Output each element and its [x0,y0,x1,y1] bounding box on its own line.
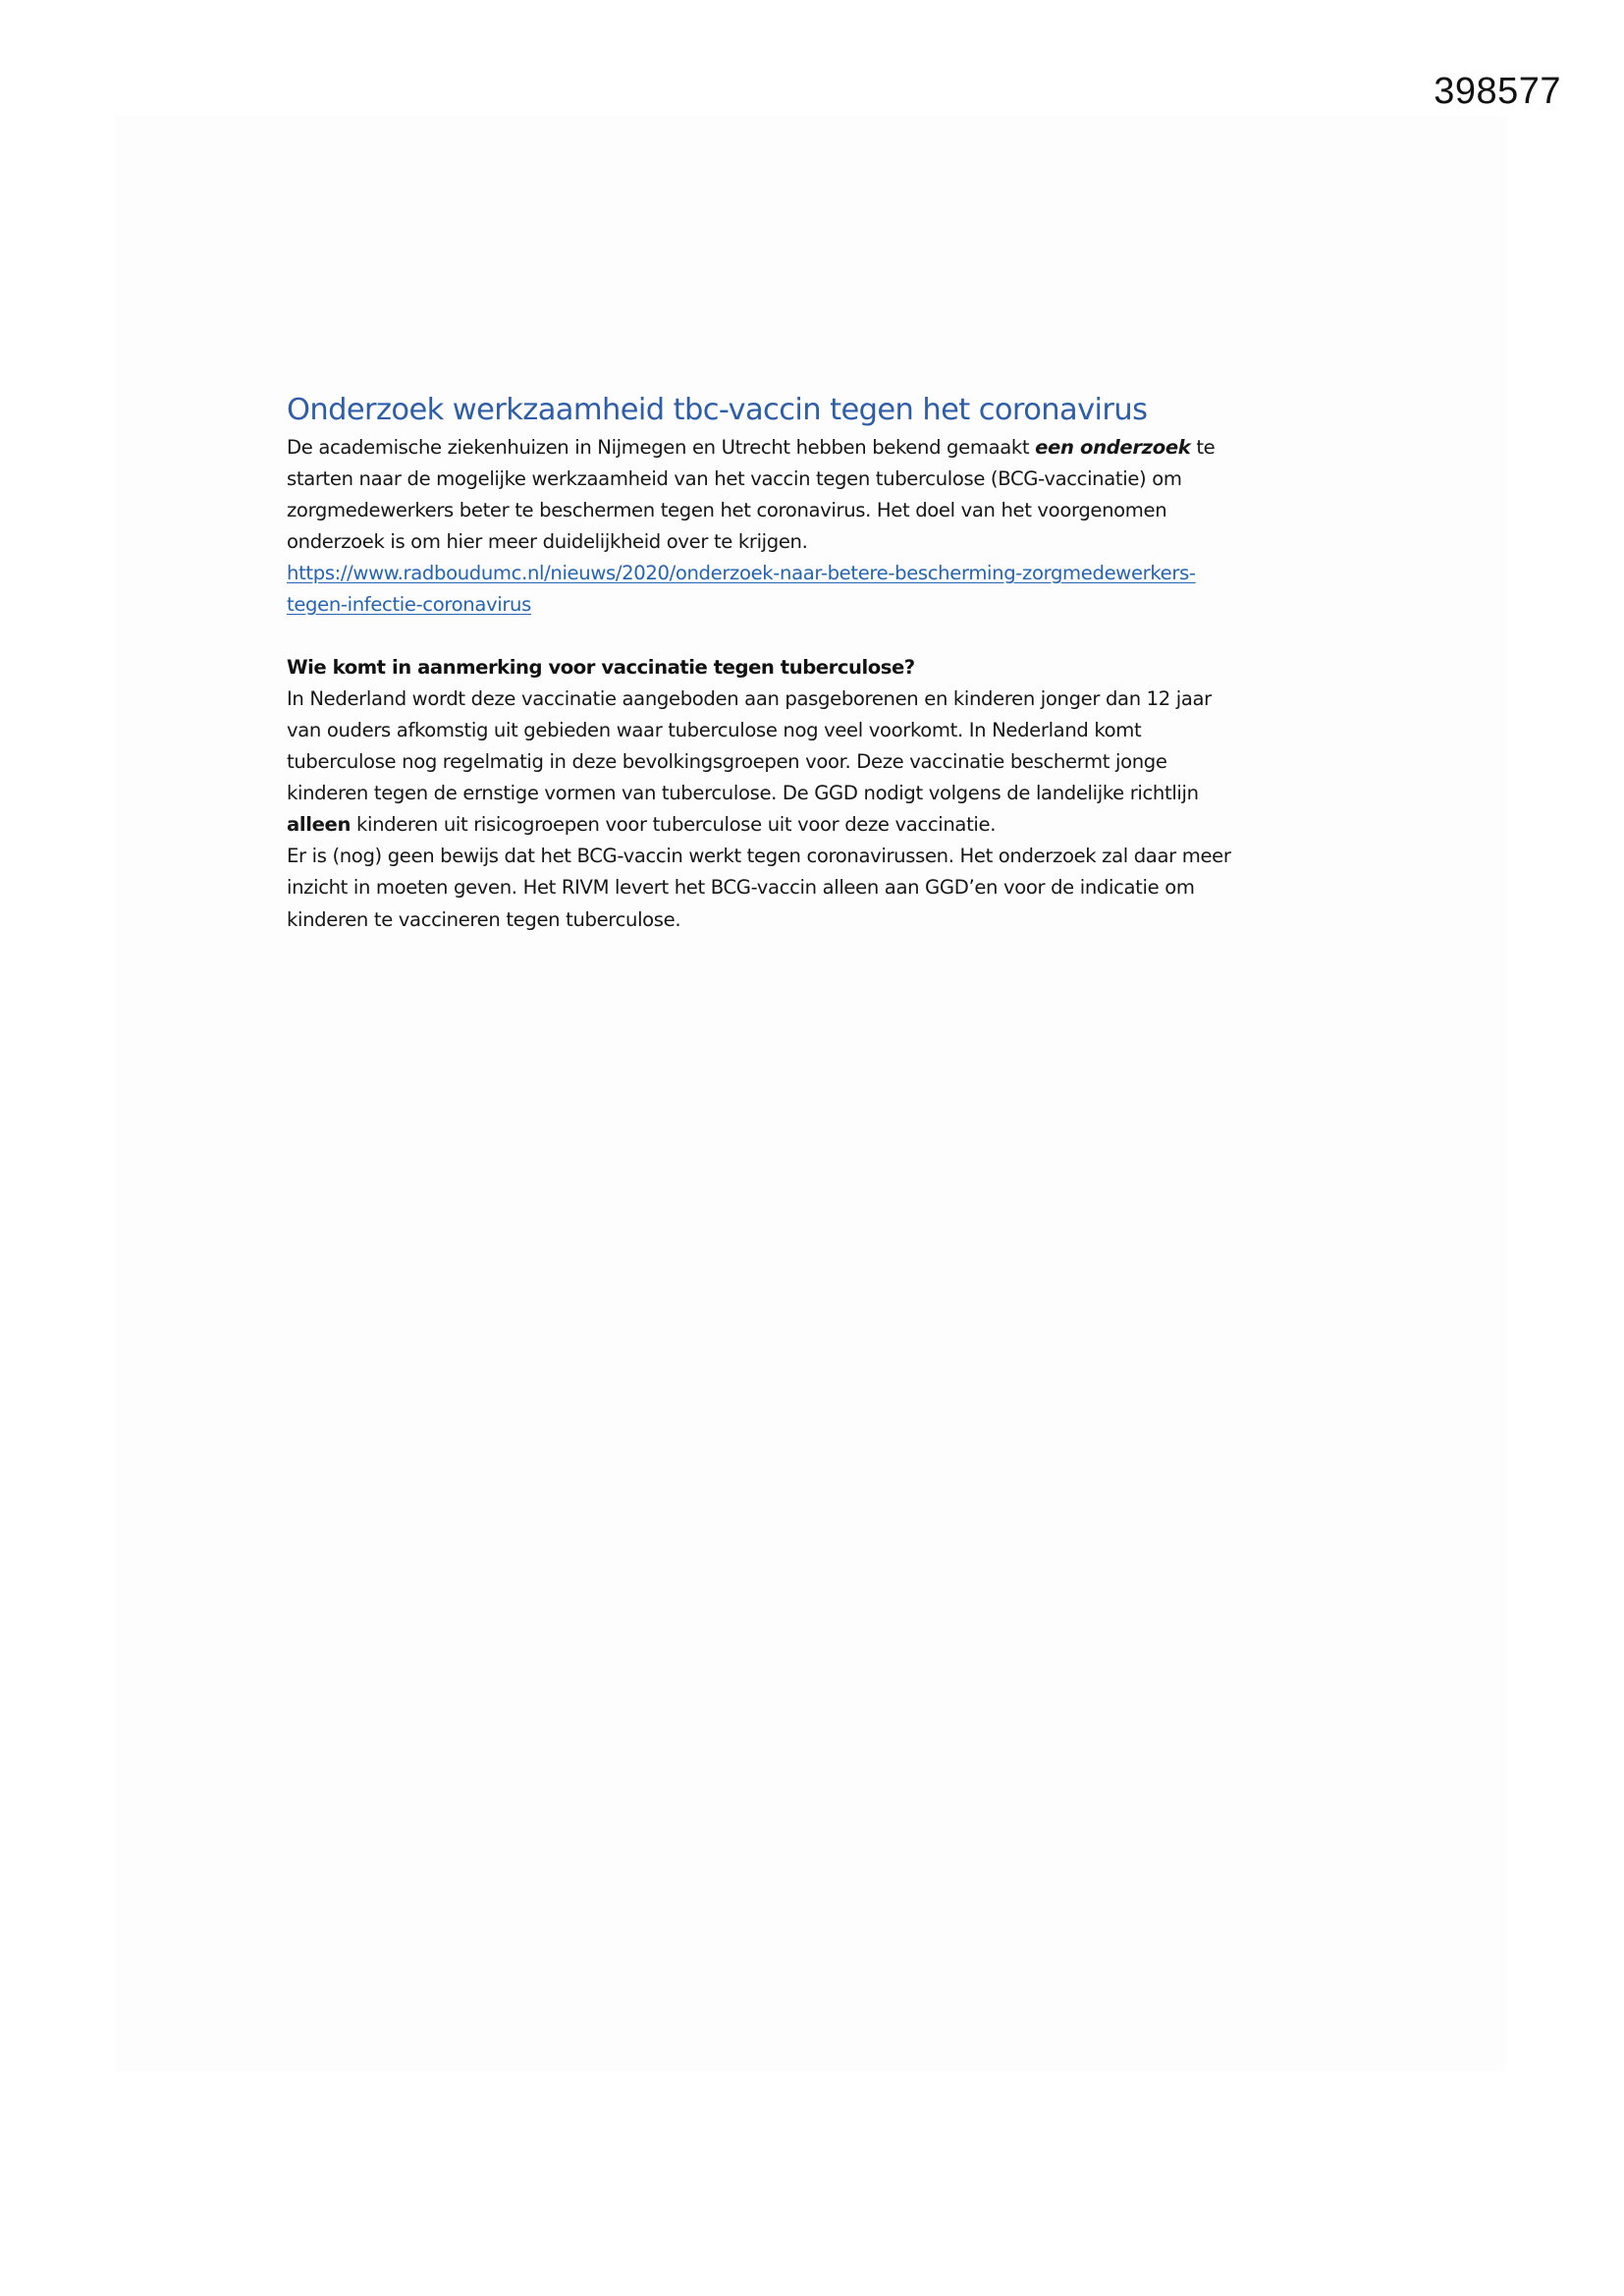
section-paragraph [287,683,1357,936]
emphasis-alleen: alleen [287,813,352,836]
link-line-1[interactable]: https://www.radboudumc.nl/nieuws/2020/onderzoek-naar-betere-bescherming-zorgmedewerkers- [287,562,1196,584]
section-text: kinderen uit risicogroepen voor tuberculose uit voor deze vaccinatie. [351,813,997,836]
section-line-4: kinderen tegen de ernstige vormen van tuberculose. De GGD nodigt volgens de landelijke richtlijn [287,782,1199,804]
intro-line-3: zorgmedewerkers beter te beschermen tegen het coronavirus. Het doel van het voorgenomen [287,499,1167,521]
intro-line-1 [287,432,1357,464]
section-line-1: In Nederland wordt deze vaccinatie aangeboden aan pasgeborenen en kinderen jonger dan 12 jaar [287,687,1212,710]
section-line-6: Er is (nog) geen bewijs dat het BCG-vaccin werkt tegen coronavirussen. Het onderzoek zal daar meer [287,845,1231,867]
emphasis-een-onderzoek: een onderzoek [1035,436,1191,459]
article-title: Onderzoek werkzaamheid tbc-vaccin tegen het coronavirus [287,393,1148,427]
link-line-2[interactable]: tegen-infectie-coronavirus [287,593,531,616]
intro-text: te [1190,436,1216,459]
intro-line-4: onderzoek is om hier meer duidelijkheid over te krijgen. [287,530,808,553]
section-line-3: tuberculose nog regelmatig in deze bevolkingsgroepen voor. Deze vaccinatie beschermt jonge [287,750,1167,773]
section-heading: Wie komt in aanmerking voor vaccinatie tegen tuberculose? [287,656,915,679]
intro-line-2: starten naar de mogelijke werkzaamheid van het vaccin tegen tuberculose (BCG-vaccinatie) om [287,467,1182,490]
intro-text: De academische ziekenhuizen in Nijmegen en Utrecht hebben bekend gemaakt [287,436,1036,459]
section-line-5 [287,809,1357,841]
section-line-8: kinderen te vaccineren tegen tuberculose. [287,908,681,931]
section-line-2: van ouders afkomstig uit gebieden waar tuberculose nog veel voorkomt. In Nederland komt [287,719,1142,741]
radboudumc-news-link-cont[interactable] [287,589,1357,621]
article [287,389,1357,936]
document-number: 398577 [1434,71,1561,112]
paragraph-spacer [287,621,1357,652]
intro-paragraph [287,432,1357,621]
section-line-7: inzicht in moeten geven. Het RIVM levert het BCG-vaccin alleen aan GGD’en voor de indicatie om [287,876,1195,899]
radboudumc-news-link[interactable] [287,558,1357,589]
